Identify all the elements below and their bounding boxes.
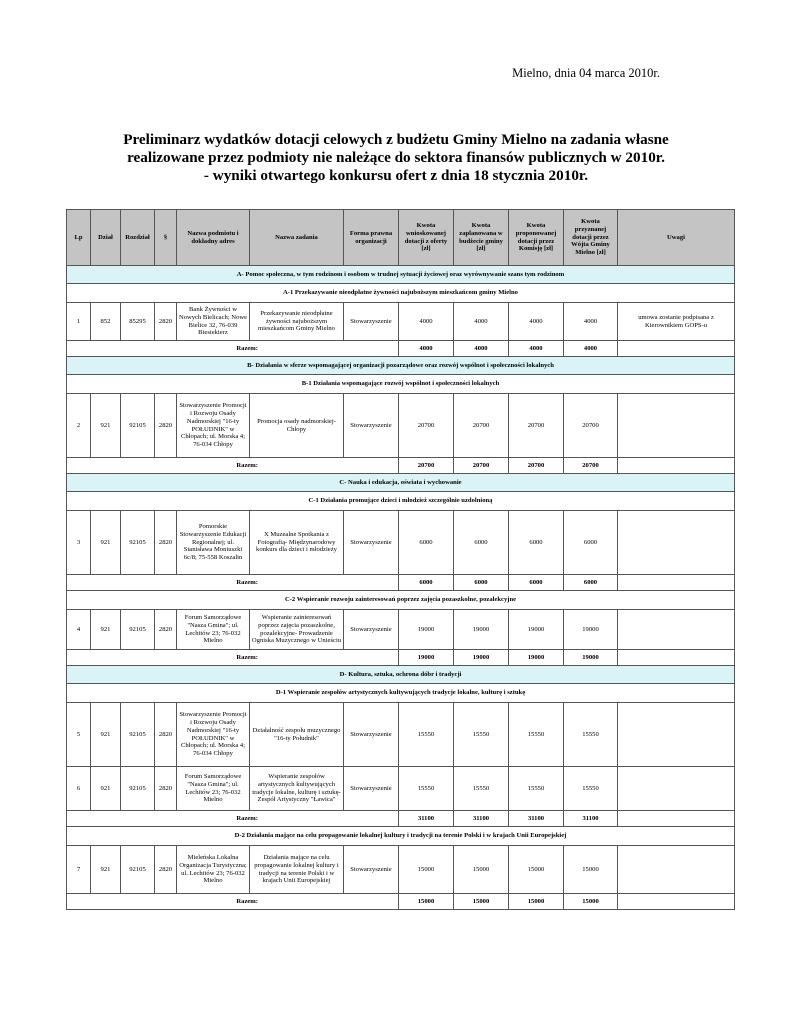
cell-podmiot: Mieleńska Lokalna Organizacja Turystyczna; ul. Lechitów 23; 76-032 Mielno	[177, 846, 250, 894]
section-row	[67, 357, 735, 375]
total-amount: 19000	[454, 650, 509, 666]
subsection-row	[67, 284, 735, 303]
total-empty	[618, 894, 735, 910]
subsection-title: D-2 Działania mające na celu propagowanie lokalnej kultury i tradycji na terenie Polski i w krajach Unii Europejskiej	[67, 827, 735, 846]
cell-podmiot: Forum Samorządowe "Nasza Gmina"; ul. Lechitów 23; 76-032 Mielno	[177, 610, 250, 650]
title-line-1: Preliminarz wydatków dotacji celowych z budżetu Gminy Mielno na zadania własne	[123, 131, 669, 148]
cell-podmiot: Forum Samorządowe "Nasza Gmina"; ul. Lechitów 23; 76-032 Mielno	[177, 767, 250, 811]
total-empty	[618, 811, 735, 827]
table-row	[67, 767, 735, 811]
cell-par: 2820	[155, 394, 177, 458]
total-amount: 15000	[509, 894, 564, 910]
total-amount: 15000	[564, 894, 618, 910]
cell-podmiot: Bank Żywności w Nowych Bielicach; Nowe Bielice 32, 76-039 Biesiekierz	[177, 303, 250, 341]
total-empty	[618, 341, 735, 357]
cell-lp: 4	[67, 610, 91, 650]
cell-k2: 15550	[454, 703, 509, 767]
col-header-kwota-proponowana: Kwota proponowanej dotacji przez Komisję [zł]	[509, 210, 564, 266]
total-amount: 20700	[564, 458, 618, 474]
table-row	[67, 846, 735, 894]
cell-par: 2820	[155, 511, 177, 575]
total-empty	[618, 458, 735, 474]
section-title: A- Pomoc społeczna, w tym rodzinom i osobom w trudnej sytuacji życiowej oraz wyrównywanie szans tym rodzinom	[67, 266, 735, 284]
title-line-3: - wyniki otwartego konkursu ofert z dnia 18 stycznia 2010r.	[203, 167, 589, 184]
cell-rozdzial: 92105	[121, 394, 155, 458]
cell-forma: Stowarzyszenie	[344, 303, 399, 341]
cell-forma: Stowarzyszenie	[344, 703, 399, 767]
total-row	[67, 575, 735, 591]
section-row	[67, 666, 735, 684]
total-amount: 31100	[564, 811, 618, 827]
cell-rozdzial: 92105	[121, 846, 155, 894]
total-amount: 15000	[399, 894, 454, 910]
table-row	[67, 610, 735, 650]
cell-uwagi	[618, 511, 735, 575]
cell-k4: 6000	[564, 511, 618, 575]
col-header-forma: Forma prawna organizacji	[344, 210, 399, 266]
cell-dzial: 921	[91, 846, 121, 894]
subsection-title: D-1 Wspieranie zespołów artystycznych kultywujących tradycje lokalne, kulturę i sztukę	[67, 684, 735, 703]
cell-k1: 4000	[399, 303, 454, 341]
cell-uwagi: umowa zostanie podpisana z Kierownikiem GOPS-u	[618, 303, 735, 341]
col-header-paragraf: §	[155, 210, 177, 266]
total-amount: 4000	[564, 341, 618, 357]
total-amount: 6000	[564, 575, 618, 591]
total-amount: 6000	[454, 575, 509, 591]
cell-uwagi	[618, 846, 735, 894]
cell-dzial: 921	[91, 394, 121, 458]
total-row	[67, 894, 735, 910]
total-row	[67, 341, 735, 357]
cell-zadanie: Działania mające na celu propagowanie lokalnej kultury i tradycji na terenie Polski i w krajach Unii Europejskiej	[250, 846, 344, 894]
cell-rozdzial: 92105	[121, 511, 155, 575]
cell-k2: 15000	[454, 846, 509, 894]
cell-k3: 15550	[509, 703, 564, 767]
cell-par: 2820	[155, 703, 177, 767]
cell-dzial: 852	[91, 303, 121, 341]
subsection-row	[67, 827, 735, 846]
total-label: Razem:	[67, 575, 399, 591]
cell-podmiot: Stowarzyszenie Promocji i Rozwoju Osady Nadmorskiej "16-ty POŁUDNIK" w Chłopach; ul. Morska 4; 76-034 Chłopy	[177, 703, 250, 767]
cell-k1: 15550	[399, 703, 454, 767]
cell-lp: 5	[67, 703, 91, 767]
cell-par: 2820	[155, 767, 177, 811]
total-label: Razem:	[67, 650, 399, 666]
cell-k3: 6000	[509, 511, 564, 575]
subsection-title: B-1 Działania wspomagające rozwój wspólnot i społeczności lokalnych	[67, 375, 735, 394]
cell-k3: 19000	[509, 610, 564, 650]
col-header-uwagi: Uwagi	[618, 210, 735, 266]
total-amount: 31100	[454, 811, 509, 827]
cell-podmiot: Pomorskie Stowarzyszenie Edukacji Regionalnej; ul. Stanisława Moniuszki 6c/8; 75-558 Koszalin	[177, 511, 250, 575]
subsection-row	[67, 591, 735, 610]
table-row	[67, 303, 735, 341]
cell-k3: 15000	[509, 846, 564, 894]
cell-dzial: 921	[91, 767, 121, 811]
total-amount: 19000	[399, 650, 454, 666]
cell-k2: 15550	[454, 767, 509, 811]
total-empty	[618, 650, 735, 666]
cell-par: 2820	[155, 846, 177, 894]
total-label: Razem:	[67, 458, 399, 474]
subsection-row	[67, 684, 735, 703]
col-header-dzial: Dział	[91, 210, 121, 266]
section-row	[67, 266, 735, 284]
total-amount: 4000	[509, 341, 564, 357]
cell-zadanie: Przekazywanie nieodpłatne żywności najuboższym mieszkańcom Gminy Mielno	[250, 303, 344, 341]
table-row	[67, 511, 735, 575]
cell-k1: 20700	[399, 394, 454, 458]
subsection-title: C-2 Wspieranie rozwoju zainteresowań poprzez zajęcia pozaszkolne, pozalekcyjne	[67, 591, 735, 610]
cell-k2: 20700	[454, 394, 509, 458]
table-row	[67, 394, 735, 458]
subsection-row	[67, 375, 735, 394]
cell-forma: Stowarzyszenie	[344, 846, 399, 894]
total-amount: 31100	[509, 811, 564, 827]
total-label: Razem:	[67, 341, 399, 357]
col-header-lp: Lp	[67, 210, 91, 266]
col-header-podmiot: Nazwa podmiotu i dokładny adres	[177, 210, 250, 266]
total-label: Razem:	[67, 811, 399, 827]
cell-dzial: 921	[91, 703, 121, 767]
cell-k4: 4000	[564, 303, 618, 341]
cell-rozdzial: 92105	[121, 703, 155, 767]
cell-k3: 15550	[509, 767, 564, 811]
total-amount: 19000	[509, 650, 564, 666]
cell-k1: 19000	[399, 610, 454, 650]
total-amount: 6000	[509, 575, 564, 591]
cell-par: 2820	[155, 610, 177, 650]
total-amount: 4000	[454, 341, 509, 357]
cell-par: 2820	[155, 303, 177, 341]
cell-k1: 15000	[399, 846, 454, 894]
cell-k2: 4000	[454, 303, 509, 341]
cell-k1: 15550	[399, 767, 454, 811]
cell-k3: 4000	[509, 303, 564, 341]
cell-k4: 15550	[564, 703, 618, 767]
cell-uwagi	[618, 767, 735, 811]
cell-forma: Stowarzyszenie	[344, 394, 399, 458]
title-line-2: realizowane przez podmioty nie należące do sektora finansów publicznych w 2010r.	[127, 149, 665, 166]
total-empty	[618, 575, 735, 591]
section-row	[67, 474, 735, 492]
subsection-title: A-1 Przekazywanie nieodpłatne żywności najuboższym mieszkańcom gminy Mielno	[67, 284, 735, 303]
section-title: B- Działania w sferze wspomagającej organizacji pozarządowe oraz rozwój wspólnot i społeczności lokalnych	[67, 357, 735, 375]
cell-rozdzial: 85295	[121, 303, 155, 341]
total-amount: 15000	[454, 894, 509, 910]
cell-forma: Stowarzyszenie	[344, 511, 399, 575]
total-row	[67, 458, 735, 474]
total-amount: 4000	[399, 341, 454, 357]
cell-k4: 15000	[564, 846, 618, 894]
cell-k3: 20700	[509, 394, 564, 458]
col-header-kwota-przyznana: Kwota przyznanej dotacji przez Wójta Gminy Mielno [zł]	[564, 210, 618, 266]
cell-zadanie: Działalność zespołu muzycznego "16-ty Południk"	[250, 703, 344, 767]
cell-uwagi	[618, 703, 735, 767]
cell-dzial: 921	[91, 511, 121, 575]
cell-dzial: 921	[91, 610, 121, 650]
section-title: C- Nauka i edukacja, oświata i wychowanie	[67, 474, 735, 492]
cell-zadanie: Promocja osady nadmorskiej- Chłopy	[250, 394, 344, 458]
total-amount: 20700	[399, 458, 454, 474]
cell-forma: Stowarzyszenie	[344, 767, 399, 811]
col-header-rozdzial: Rozdział	[121, 210, 155, 266]
total-row	[67, 811, 735, 827]
total-amount: 31100	[399, 811, 454, 827]
cell-lp: 3	[67, 511, 91, 575]
cell-k4: 15550	[564, 767, 618, 811]
cell-lp: 7	[67, 846, 91, 894]
col-header-kwota-wnioskowana: Kwota wnioskowanej dotacji z oferty [zł]	[399, 210, 454, 266]
cell-k2: 19000	[454, 610, 509, 650]
header-row	[67, 210, 735, 266]
cell-zadanie: X Muzealne Spotkania z Fotografią- Międzynarodowy konkurs dla dzieci i młodzieży	[250, 511, 344, 575]
total-label: Razem:	[67, 894, 399, 910]
table-row	[67, 703, 735, 767]
subsection-title: C-1 Działania promujące dzieci i młodzież szczególnie uzdolnioną	[67, 492, 735, 511]
col-header-kwota-zaplanowana: Kwota zaplanowana w budżecie gminy [zł]	[454, 210, 509, 266]
cell-k4: 19000	[564, 610, 618, 650]
document-title	[60, 131, 732, 185]
cell-lp: 1	[67, 303, 91, 341]
total-row	[67, 650, 735, 666]
total-amount: 19000	[564, 650, 618, 666]
cell-rozdzial: 92105	[121, 610, 155, 650]
cell-lp: 2	[67, 394, 91, 458]
cell-lp: 6	[67, 767, 91, 811]
document-date: Mielno, dnia 04 marca 2010r.	[512, 66, 660, 80]
cell-uwagi	[618, 610, 735, 650]
cell-k4: 20700	[564, 394, 618, 458]
section-title: D- Kultura, sztuka, ochrona dóbr i tradycji	[67, 666, 735, 684]
cell-uwagi	[618, 394, 735, 458]
cell-rozdzial: 92105	[121, 767, 155, 811]
cell-zadanie: Wspieranie zainteresowań poprzez zajęcia pozaszkolne, pozalekcyjne- Prowadzenie Ogniska Muzycznego w Unieściu	[250, 610, 344, 650]
cell-forma: Stowarzyszenie	[344, 610, 399, 650]
col-header-zadanie: Nazwa zadania	[250, 210, 344, 266]
total-amount: 20700	[454, 458, 509, 474]
cell-k2: 6000	[454, 511, 509, 575]
cell-k1: 6000	[399, 511, 454, 575]
subsection-row	[67, 492, 735, 511]
total-amount: 6000	[399, 575, 454, 591]
cell-zadanie: Wspieranie zespołów artystycznych kultywujących tradycje lokalne, kulturę i sztukę- Zespół Artystyczny "Ławica"	[250, 767, 344, 811]
cell-podmiot: Stowarzyszenie Promocji i Rozwoju Osady Nadmorskiej "16-ty POŁUDNIK" w Chłopach; ul. Morska 4; 76-034 Chłopy	[177, 394, 250, 458]
total-amount: 20700	[509, 458, 564, 474]
budget-table	[66, 209, 735, 910]
